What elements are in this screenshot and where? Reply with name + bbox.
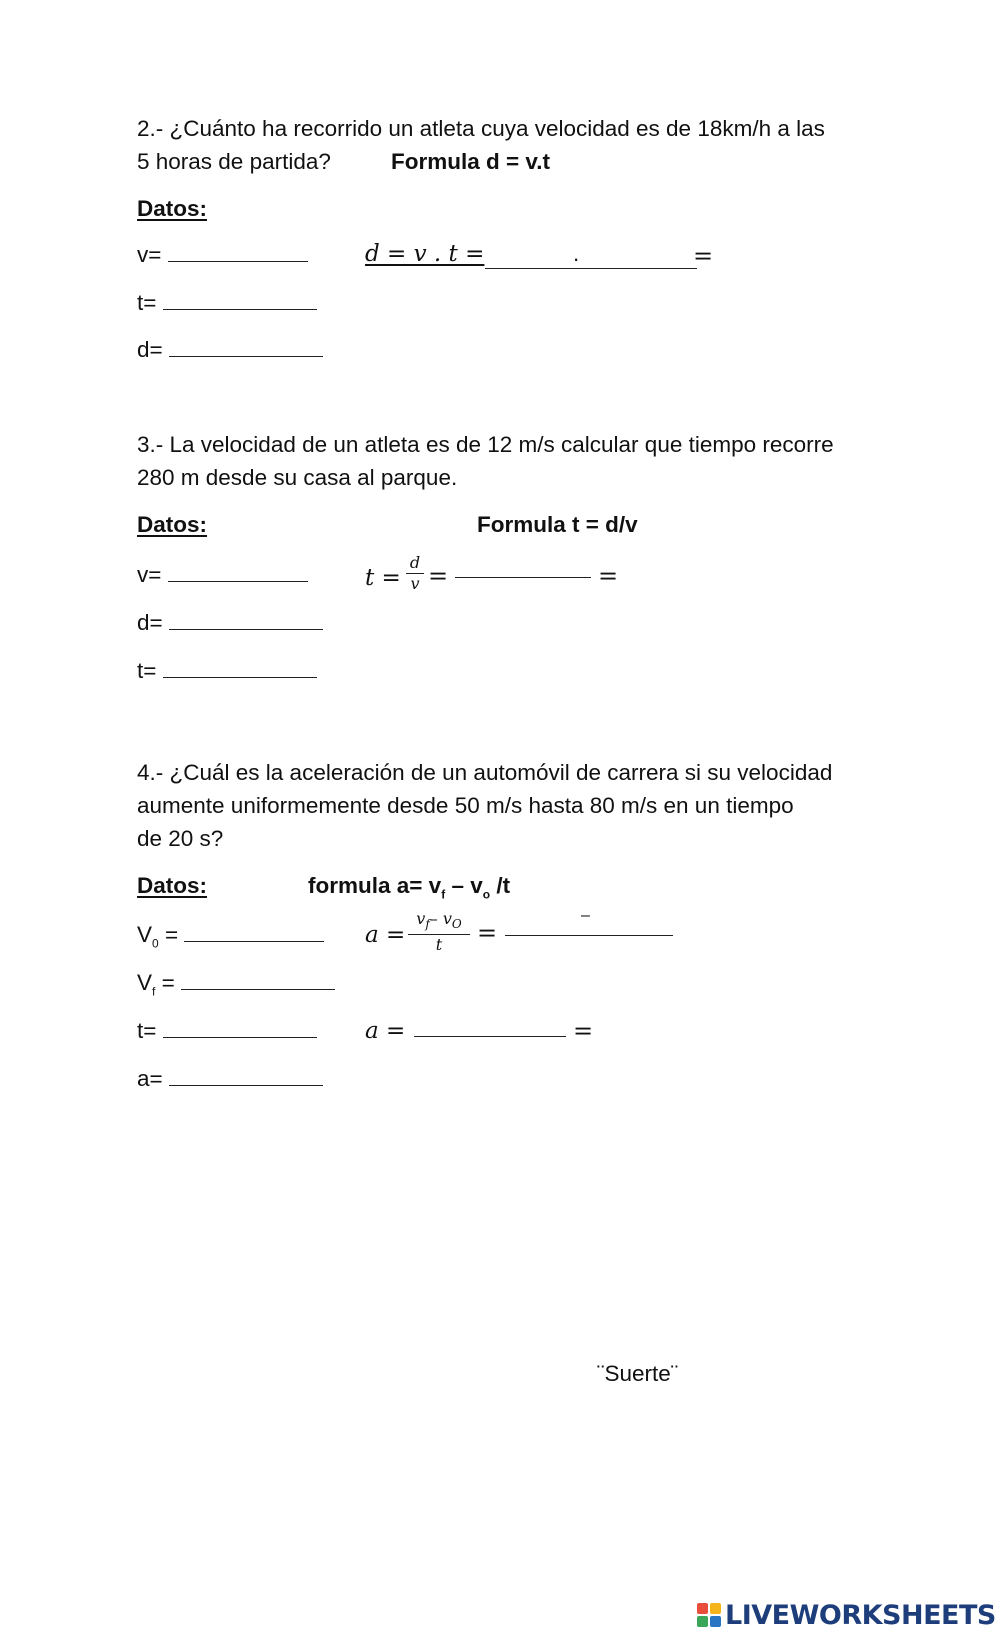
q4-equation2-a: a = xyxy=(365,1018,406,1044)
q4-t-row xyxy=(137,1014,317,1048)
q3-fraction xyxy=(406,554,424,593)
q3-t-blank[interactable] xyxy=(163,655,317,678)
q3-t-row xyxy=(137,654,317,688)
q3-equation-t: t = xyxy=(365,565,401,591)
q3-equation-equals: = xyxy=(428,562,449,590)
q4-text-line1: 4.- ¿Cuál es la aceleración de un automóvil de carrera si su velocidad xyxy=(137,760,833,785)
q3-t-label: t= xyxy=(137,658,157,683)
logo-square-blue xyxy=(710,1616,721,1627)
q4-a-label: a= xyxy=(137,1066,163,1091)
closing-suerte: ¨Suerte¨ xyxy=(597,1361,679,1386)
q4-equation-minus: – xyxy=(581,907,590,924)
q4-equation-blank[interactable] xyxy=(505,935,673,936)
q3-v-label: v= xyxy=(137,562,162,587)
q3-fraction-numerator: d xyxy=(409,553,421,572)
q3-text-line2: 280 m desde su casa al parque. xyxy=(137,465,458,490)
q4-fraction-numerator: $v_f-$ $v_O$ xyxy=(416,909,462,932)
q3-equation-equals-end: = xyxy=(598,562,619,590)
q2-text-line1: 2.- ¿Cuánto ha recorrido un atleta cuya velocidad es de 18km/h a las xyxy=(137,116,825,141)
q3-fraction-denominator: v xyxy=(410,574,420,593)
q3-d-row xyxy=(137,606,323,640)
q3-equation-blank[interactable] xyxy=(455,577,591,578)
liveworksheets-logo-text: LIVEWORKSHEETS xyxy=(725,1599,996,1631)
q4-a-blank[interactable] xyxy=(169,1063,323,1086)
q2-d-blank[interactable] xyxy=(169,334,323,357)
liveworksheets-logo[interactable] xyxy=(697,1597,996,1633)
q2-datos-heading: Datos: xyxy=(137,196,208,221)
q3-text-line1: 3.- La velocidad de un atleta es de 12 m/s calcular que tiempo recorre xyxy=(137,432,834,457)
q2-d-label: d= xyxy=(137,337,163,362)
q4-fraction xyxy=(408,910,470,954)
q3-d-label: d= xyxy=(137,610,163,635)
q4-datos-heading: Datos: xyxy=(137,873,208,898)
q4-vf-row xyxy=(137,966,335,1009)
q4-equation-a: a = xyxy=(365,922,406,948)
q3-v-blank[interactable] xyxy=(168,559,308,582)
q2-d-row xyxy=(137,333,323,367)
q4-formula: formula $a= v_f - v_o$ /t xyxy=(308,873,511,902)
q2-t-label: t= xyxy=(137,290,157,315)
q4-a-row xyxy=(137,1062,323,1096)
q3-datos-heading: Datos: xyxy=(137,512,208,537)
q2-v-label: v= xyxy=(137,242,162,267)
q4-t-label: t= xyxy=(137,1018,157,1043)
q2-text-line2: 5 horas de partida? xyxy=(137,149,331,174)
q4-vf-blank[interactable] xyxy=(181,967,335,990)
q2-t-row xyxy=(137,286,317,320)
q4-equation-equals: = xyxy=(477,919,498,947)
q4-fraction-denominator: t xyxy=(435,935,443,955)
logo-square-green xyxy=(697,1616,708,1627)
q4-equation2-blank[interactable] xyxy=(414,1036,566,1037)
q2-formula: Formula d = v.t xyxy=(391,149,550,174)
q4-t-blank[interactable] xyxy=(163,1015,317,1038)
q3-d-blank[interactable] xyxy=(169,607,323,630)
q2-equation-equals: = xyxy=(693,242,714,270)
q4-equation2-equals: = xyxy=(573,1017,594,1045)
q2-v-row xyxy=(137,238,308,272)
q4-v0-blank[interactable] xyxy=(184,919,324,942)
q2-equation-dot: . xyxy=(573,241,580,266)
q4-v0-row xyxy=(137,918,324,961)
logo-square-red xyxy=(697,1603,708,1614)
q4-text-line3: de 20 s? xyxy=(137,826,224,851)
q3-v-row xyxy=(137,558,308,592)
q2-v-blank[interactable] xyxy=(168,239,308,262)
q2-t-blank[interactable] xyxy=(163,287,317,310)
liveworksheets-logo-icon xyxy=(697,1603,721,1627)
q2-equation-lhs: d = v . t = xyxy=(365,241,485,267)
q2-equation-blank[interactable] xyxy=(485,268,697,269)
q4-vf-label: $V_f$ = xyxy=(137,970,175,999)
q3-formula: Formula t = d/v xyxy=(477,512,638,537)
q4-text-line2: aumente uniformemente desde 50 m/s hasta 80 m/s en un tiempo xyxy=(137,793,794,818)
logo-square-yellow xyxy=(710,1603,721,1614)
q4-v0-label: $V_0$ = xyxy=(137,922,179,951)
